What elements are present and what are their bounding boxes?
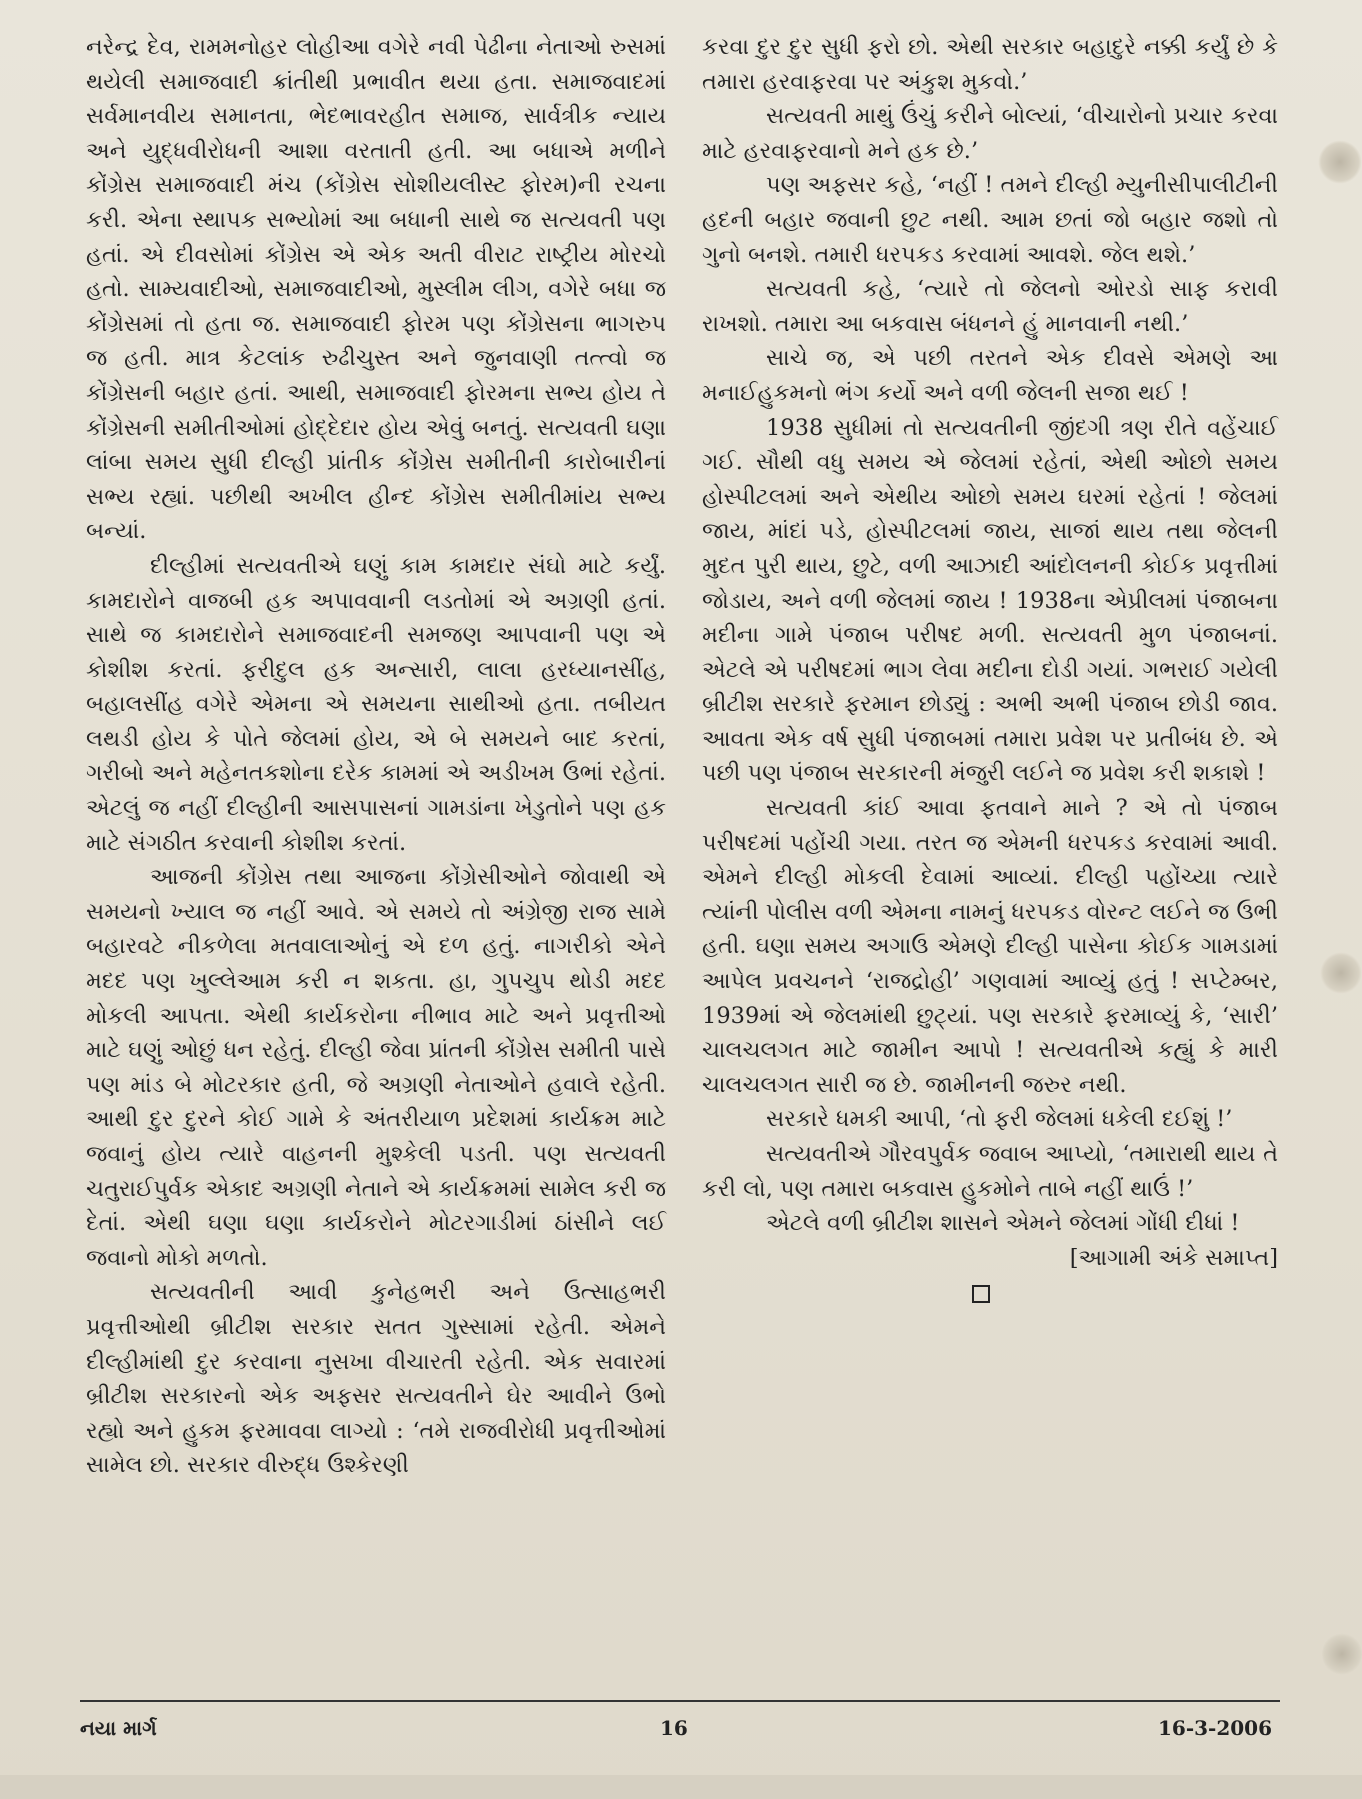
paragraph: સત્યવતી માથું ઉંચું કરીને બોલ્યાં, ‘વીચારોનો પ્રચાર કરવા માટે હરવાફરવાનો મને હક છે.’ xyxy=(702,103,1278,164)
paragraph: સરકારે ધમકી આપી, ‘તો ફરી જેલમાં ધકેલી દઈશું !’ xyxy=(766,1106,1233,1133)
left-column xyxy=(86,30,666,1483)
punch-hole-top xyxy=(1318,140,1362,184)
footer-rule xyxy=(80,1700,1280,1702)
paragraph: આજની કોંગ્રેસ તથા આજના કોંગ્રેસીઓને જોવાથી એ સમયનો ખ્યાલ જ નહીં આવે. એ સમયે તો અંગ્રેજી રાજ સામે બહારવટે નીકળેલા મતવાલાઓનું એ દળ હતું. નાગરીકો એને મદદ પણ ખુલ્લેઆમ કરી ન શકતા. હા, ગુપચુપ થોડી મદદ મોકલી આપતા. એથી કાર્યકરોના નીભાવ માટે અને પ્રવૃત્તીઓ માટે ઘણું ઓછું ધન રહેતું. દીલ્હી જેવા પ્રાંતની કોંગ્રેસ સમીતી પાસે પણ માંડ બે મોટરકાર હતી, જે અગ્રણી નેતાઓને હવાલે રહેતી. આથી દુર દુરને કોઈ ગામે કે અંતરીયાળ પ્રદેશમાં કાર્યક્રમ માટે જવાનું હોય ત્યારે વાહનની મુશ્કેલી પડતી. પણ સત્યવતી ચતુરાઈપુર્વક એકાદ અગ્રણી નેતાને એ કાર્યક્રમમાં સામેલ કરી જ દેતાં. એથી ઘણા ઘણા કાર્યકરોને મોટરગાડીમાં ઠાંસીને લઈ જવાનો મોકો મળતો. xyxy=(86,864,666,1271)
paragraph: નરેન્દ્ર દેવ, રામમનોહર લોહીઆ વગેરે નવી પેઢીના નેતાઓ રુસમાં થયેલી સમાજવાદી ક્રાંતીથી પ્રભાવીત થયા હતા. સમાજવાદમાં સર્વમાનવીય સમાનતા, ભેદભાવરહીત સમાજ, સાર્વત્રીક ન્યાય અને યુદ્ધવીરોધની આશા વરતાતી હતી. આ બધાએ મળીને કોંગ્રેસ સમાજવાદી મંચ (કોંગ્રેસ સોશીયલીસ્ટ ફોરમ)ની રચના કરી. એના સ્થાપક સભ્યોમાં આ બધાની સાથે જ સત્યવતી પણ હતાં. એ દીવસોમાં કોંગ્રેસ એ એક અતી વીરાટ રાષ્ટ્રીય મોરચો હતો. સામ્યવાદીઓ, સમાજવાદીઓ, મુસ્લીમ લીગ, વગેરે બધા જ કોંગ્રેસમાં તો હતા જ. સમાજવાદી ફોરમ પણ કોંગ્રેસના ભાગરુપ જ હતી. માત્ર કેટલાંક રુઢીચુસ્ત અને જુનવાણી તત્ત્વો જ કોંગ્રેસની બહાર હતાં. આથી, સમાજવાદી ફોરમના સભ્ય હોય તે કોંગ્રેસની સમીતીઓમાં હોદ્દેદાર હોય એવું બનતું. સત્યવતી ઘણા લાંબા સમય સુધી દીલ્હી પ્રાંતીક કોંગ્રેસ સમીતીની કારોબારીનાં સભ્ય રહ્યાં. પછીથી અખીલ હીન્દ કોંગ્રેસ સમીતીમાંય સભ્ય બન્યાં. xyxy=(86,34,666,545)
issue-date: 16-3-2006 xyxy=(1157,1716,1272,1740)
paragraph: એટલે વળી બ્રીટીશ શાસને એમને જેલમાં ગોંધી દીધાં ! xyxy=(766,1210,1240,1237)
paragraph: દીલ્હીમાં સત્યવતીએ ઘણું કામ કામદાર સંઘો માટે કર્યું. કામદારોને વાજબી હક અપાવવાની લડતોમાં એ અગ્રણી હતાં. સાથે જ કામદારોને સમાજવાદની સમજણ આપવાની પણ એ કોશીશ કરતાં. ફરીદુલ હક અન્સારી, લાલા હરધ્યાનસીંહ, બહાલસીંહ વગેરે એમના એ સમયના સાથીઓ હતા. તબીયત લથડી હોય કે પોતે જેલમાં હોય, એ બે સમયને બાદ કરતાં, ગરીબો અને મહેનતકશોના દરેક કામમાં એ અડીખમ ઉભાં રહેતાં. એટલું જ નહીં દીલ્હીની આસપાસનાં ગામડાંના ખેડુતોને પણ હક માટે સંગઠીત કરવાની કોશીશ કરતાં. xyxy=(86,552,666,856)
paragraph: સત્યવતી કહે, ‘ત્યારે તો જેલનો ઓરડો સાફ કરાવી રાખશો. તમારા આ બકવાસ બંધનને હું માનવાની નથી.’ xyxy=(702,276,1278,337)
paragraph: સત્યવતી કાંઈ આવા ફતવાને માને ? એ તો પંજાબ પરીષદમાં પહોંચી ગયા. તરત જ એમની ધરપકડ કરવામાં આવી. એમને દીલ્હી મોકલી દેવામાં આવ્યાં. દીલ્હી પહોંચ્યા ત્યારે ત્યાંની પોલીસ વળી એમના નામનું ધરપકડ વોરન્ટ લઈને જ ઉભી હતી. ઘણા સમય અગાઉ એમણે દીલ્હી પાસેના કોઈક ગામડામાં આપેલ પ્રવચનને ‘રાજદ્રોહી’ ગણવામાં આવ્યું હતું ! સપ્ટેમ્બર, 1939માં એ જેલમાંથી છુટ્યાં. પણ સરકારે ફરમાવ્યું કે, ‘સારી’ ચાલચલગત માટે જામીન આપો ! સત્યવતીએ કહ્યું કે મારી ચાલચલગત સારી જ છે. જામીનની જરુર નથી. xyxy=(702,795,1278,1098)
continuation-note: [આગામી અંકે સમાપ્ત] xyxy=(1069,1244,1278,1271)
paragraph: સાચે જ, એ પછી તરતને એક દીવસે એમણે આ મનાઈહુકમનો ભંગ કર્યો અને વળી જેલની સજા થઈ ! xyxy=(702,345,1278,406)
page-footer xyxy=(80,1712,1280,1752)
page-bottom-edge xyxy=(0,1775,1362,1799)
paragraph: સત્યવતીની આવી કુનેહભરી અને ઉત્સાહભરી પ્રવૃત્તીઓથી બ્રીટીશ સરકાર સતત ગુસ્સામાં રહેતી. એમને દીલ્હીમાંથી દુર કરવાના નુસખા વીચારતી રહેતી. એક સવારમાં બ્રીટીશ સરકારનો એક અફસર સત્યવતીને ઘેર આવીને ઉભો રહ્યો અને હુકમ ફરમાવવા લાગ્યો : ‘તમે રાજવીરોધી પ્રવૃત્તીઓમાં સામેલ છો. સરકાર વીરુદ્ધ ઉશ્કેરણી xyxy=(86,1279,666,1479)
paragraph: કરવા દુર દુર સુધી ફરો છો. એથી સરકાર બહાદુરે નક્કી કર્યું છે કે તમારા હરવાફરવા પર અંકુશ મુકવો.’ xyxy=(702,34,1278,95)
end-square-icon xyxy=(972,1285,990,1303)
right-column xyxy=(702,30,1278,1303)
page-number: 16 xyxy=(660,1716,688,1740)
punch-hole-bottom xyxy=(1322,1632,1362,1676)
punch-hole-middle xyxy=(1320,952,1362,994)
paragraph: પણ અફસર કહે, ‘નહીં ! તમને દીલ્હી મ્યુનીસીપાલીટીની હદની બહાર જવાની છુટ નથી. આમ છતાં જો બહાર જશો તો ગુનો બનશે. તમારી ધરપકડ કરવામાં આવશે. જેલ થશે.’ xyxy=(702,172,1278,268)
paragraph: 1938 સુધીમાં તો સત્યવતીની જીંદગી ત્રણ રીતે વહેંચાઈ ગઈ. સૌથી વધુ સમય એ જેલમાં રહેતાં, એથી ઓછો સમય હોસ્પીટલમાં અને એથીય ઓછો સમય ઘરમાં રહેતાં ! જેલમાં જાય, માંદાં પડે, હોસ્પીટલમાં જાય, સાજાં થાય તથા જેલની મુદત પુરી થાય, છુટે, વળી આઝાદી આંદોલનની કોઈક પ્રવૃત્તીમાં જોડાય, અને વળી જેલમાં જાય ! 1938ના એપ્રીલમાં પંજાબના મદીના ગામે પંજાબ પરીષદ મળી. સત્યવતી મુળ પંજાબનાં. એટલે એ પરીષદમાં ભાગ લેવા મદીના દોડી ગયાં. ગભરાઈ ગયેલી બ્રીટીશ સરકારે ફરમાન છોડ્યું : અભી અભી પંજાબ છોડી જાવ. આવતા એક વર્ષ સુધી પંજાબમાં તમારા પ્રવેશ પર પ્રતીબંધ છે. એ પછી પણ પંજાબ સરકારની મંજુરી લઈને જ પ્રવેશ કરી શકાશે ! xyxy=(702,414,1278,787)
publication-name: નયા માર્ગ xyxy=(80,1716,157,1740)
paragraph: સત્યવતીએ ગૌરવપુર્વક જવાબ આપ્યો, ‘તમારાથી થાય તે કરી લો, પણ તમારા બકવાસ હુકમોને તાબે નહીં થાઉં !’ xyxy=(702,1141,1278,1202)
